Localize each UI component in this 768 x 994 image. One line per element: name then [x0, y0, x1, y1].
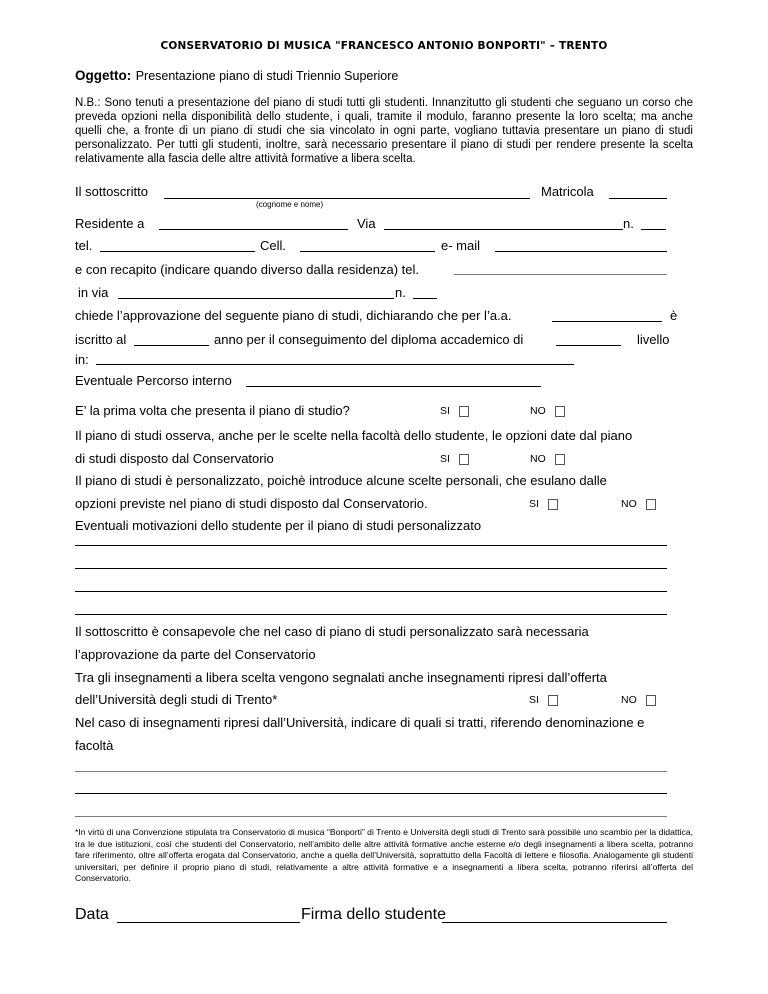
- footnote: *In virtù di una Convenzione stipulata tra Conservatorio di musica “Bonporti” di Trento e Università degli studi di Trento sarà possibile uno scambio per la didattica, tra le due istituzioni, così che studenti del Conservatorio, nell’ambito delle altre attività formative anche esterne e/o degli insegnamenti a libera scelta, potranno fare riferimento, oltre all’offerta erogata dal Conservatorio, anche a quella dell’Università, soprattutto della Facoltà di lettere e filosofia. Analogamente gli studenti universitari, per definire il proprio piano di studi, relativamente a altre attività formative e a insegnamenti a libera scelta, potranno riferirsi all’offerta del Conservatorio.: [75, 827, 693, 884]
- document-header: CONSERVATORIO DI MUSICA "FRANCESCO ANTONIO BONPORTI" – TRENTO: [160, 40, 608, 52]
- osserva-si-option[interactable]: [440, 453, 469, 465]
- subject-text: Presentazione piano di studi Triennio Superiore: [135, 69, 399, 83]
- universita-line1: Nel caso di insegnamenti ripresi dall’Università, indicare di quali si tratti, riferendo denominazione e: [75, 715, 645, 730]
- cell-field[interactable]: [300, 251, 435, 252]
- no-label: NO: [530, 405, 546, 417]
- subject-line: [75, 67, 398, 85]
- anno-accademico-field[interactable]: [552, 321, 662, 322]
- universita-si-option[interactable]: [529, 694, 558, 706]
- no-label: NO: [621, 498, 637, 510]
- via-label: Via: [357, 216, 376, 231]
- sottoscritto-label: Il sottoscritto: [75, 184, 148, 199]
- data-field[interactable]: [117, 922, 300, 923]
- question-osserva-line1: Il piano di studi osserva, anche per le scelte nella facoltà dello studente, le opzioni date dal piano: [75, 428, 633, 443]
- si-label: SI: [529, 694, 539, 706]
- data-label: Data: [75, 906, 109, 923]
- no-label: NO: [530, 453, 546, 465]
- question-prima-volta: E’ la prima volta che presenta il piano di studio?: [75, 403, 350, 418]
- in-field[interactable]: [96, 364, 574, 365]
- firma-field[interactable]: [442, 922, 667, 923]
- question-personalizzato-line1: Il piano di studi è personalizzato, poichè introduce alcune scelte personali, che esulano dalle: [75, 473, 607, 488]
- via-field[interactable]: [384, 229, 623, 230]
- motivazioni-line[interactable]: [75, 614, 667, 615]
- personalizzato-no-option[interactable]: [621, 498, 656, 510]
- name-hint: (cognome e nome): [256, 200, 324, 209]
- checkbox-icon[interactable]: [646, 695, 656, 706]
- in-via-civico-field[interactable]: [413, 298, 437, 299]
- in-via-field[interactable]: [118, 298, 394, 299]
- checkbox-icon[interactable]: [555, 406, 565, 417]
- motivazioni-line[interactable]: [75, 545, 667, 546]
- percorso-label: Eventuale Percorso interno: [75, 373, 232, 388]
- in-via-civico-label: n.: [395, 285, 406, 300]
- residenza-field[interactable]: [159, 229, 348, 230]
- no-label: NO: [621, 694, 637, 706]
- matricola-label: Matricola: [541, 184, 594, 199]
- firma-label: Firma dello studente: [301, 906, 446, 923]
- checkbox-icon[interactable]: [646, 499, 656, 510]
- in-label: in:: [75, 352, 89, 367]
- diploma-field[interactable]: [556, 345, 621, 346]
- consapevole-line1: Il sottoscritto è consapevole che nel caso di piano di studi personalizzato sarà necessaria: [75, 624, 589, 639]
- prima-volta-si-option[interactable]: [440, 405, 469, 417]
- universita-line[interactable]: [75, 793, 667, 794]
- tel-label: tel.: [75, 238, 93, 253]
- motivazioni-line[interactable]: [75, 568, 667, 569]
- recapito-tel-field[interactable]: [454, 274, 667, 275]
- checkbox-icon[interactable]: [459, 406, 469, 417]
- intro-note: N.B.: Sono tenuti a presentazione del piano di studi tutti gli studenti. Innanzitutto gli studenti che seguano un corso che preveda opzioni nella disponibilità dello studente, i quali, tramite il modulo, faranno presente la loro scelta; ma anche quelli che, a fronte di un piano di studi che sia vincolato in ogni parte, vogliano tuttavia presentare un piano di studi personalizzato. Per tutti gli studenti, inoltre, sarà necessario presentare il piano di studi per rendere presente la scelta relativamente alla fascia delle altre attività formative a libera scelta.: [75, 97, 693, 165]
- anno-corso-field[interactable]: [134, 345, 209, 346]
- civico-label: n.: [623, 216, 634, 231]
- e-label: è: [670, 308, 678, 323]
- livello-label: livello: [637, 332, 670, 347]
- checkbox-icon[interactable]: [548, 695, 558, 706]
- motivazioni-line[interactable]: [75, 591, 667, 592]
- question-personalizzato-line2: opzioni previste nel piano di studi disposto dal Conservatorio.: [75, 496, 428, 511]
- tel-field[interactable]: [100, 251, 255, 252]
- anno-label: anno per il conseguimento del diploma accademico di: [214, 332, 524, 347]
- libera-scelta-line2: dell’Università degli studi di Trento*: [75, 692, 278, 707]
- libera-scelta-line1: Tra gli insegnamenti a libera scelta vengono segnalati anche insegnamenti ripresi dall’offerta: [75, 670, 607, 685]
- checkbox-icon[interactable]: [548, 499, 558, 510]
- checkbox-icon[interactable]: [555, 454, 565, 465]
- iscritto-label: iscritto al: [75, 332, 127, 347]
- consapevole-line2: l’approvazione da parte del Conservatorio: [75, 647, 316, 662]
- subject-label: Oggetto:: [75, 68, 132, 83]
- motivazioni-label: Eventuali motivazioni dello studente per il piano di studi personalizzato: [75, 518, 482, 533]
- universita-line2: facoltà: [75, 738, 114, 753]
- matricola-field[interactable]: [609, 198, 667, 199]
- chiede-label: chiede l’approvazione del seguente piano di studi, dichiarando che per l’a.a.: [75, 308, 512, 323]
- percorso-field[interactable]: [246, 386, 541, 387]
- residente-label: Residente a: [75, 216, 145, 231]
- universita-line[interactable]: [75, 771, 667, 772]
- universita-no-option[interactable]: [621, 694, 656, 706]
- name-field[interactable]: [164, 198, 530, 199]
- si-label: SI: [529, 498, 539, 510]
- universita-line[interactable]: [75, 816, 667, 817]
- in-via-label: in via: [78, 285, 109, 300]
- si-label: SI: [440, 405, 450, 417]
- osserva-no-option[interactable]: [530, 453, 565, 465]
- cell-label: Cell.: [260, 238, 287, 253]
- question-osserva-line2: di studi disposto dal Conservatorio: [75, 451, 274, 466]
- prima-volta-no-option[interactable]: [530, 405, 565, 417]
- email-label: e- mail: [441, 238, 481, 253]
- personalizzato-si-option[interactable]: [529, 498, 558, 510]
- checkbox-icon[interactable]: [459, 454, 469, 465]
- civico-field[interactable]: [641, 229, 666, 230]
- recapito-label: e con recapito (indicare quando diverso dalla residenza) tel.: [75, 262, 419, 277]
- si-label: SI: [440, 453, 450, 465]
- email-field[interactable]: [495, 251, 667, 252]
